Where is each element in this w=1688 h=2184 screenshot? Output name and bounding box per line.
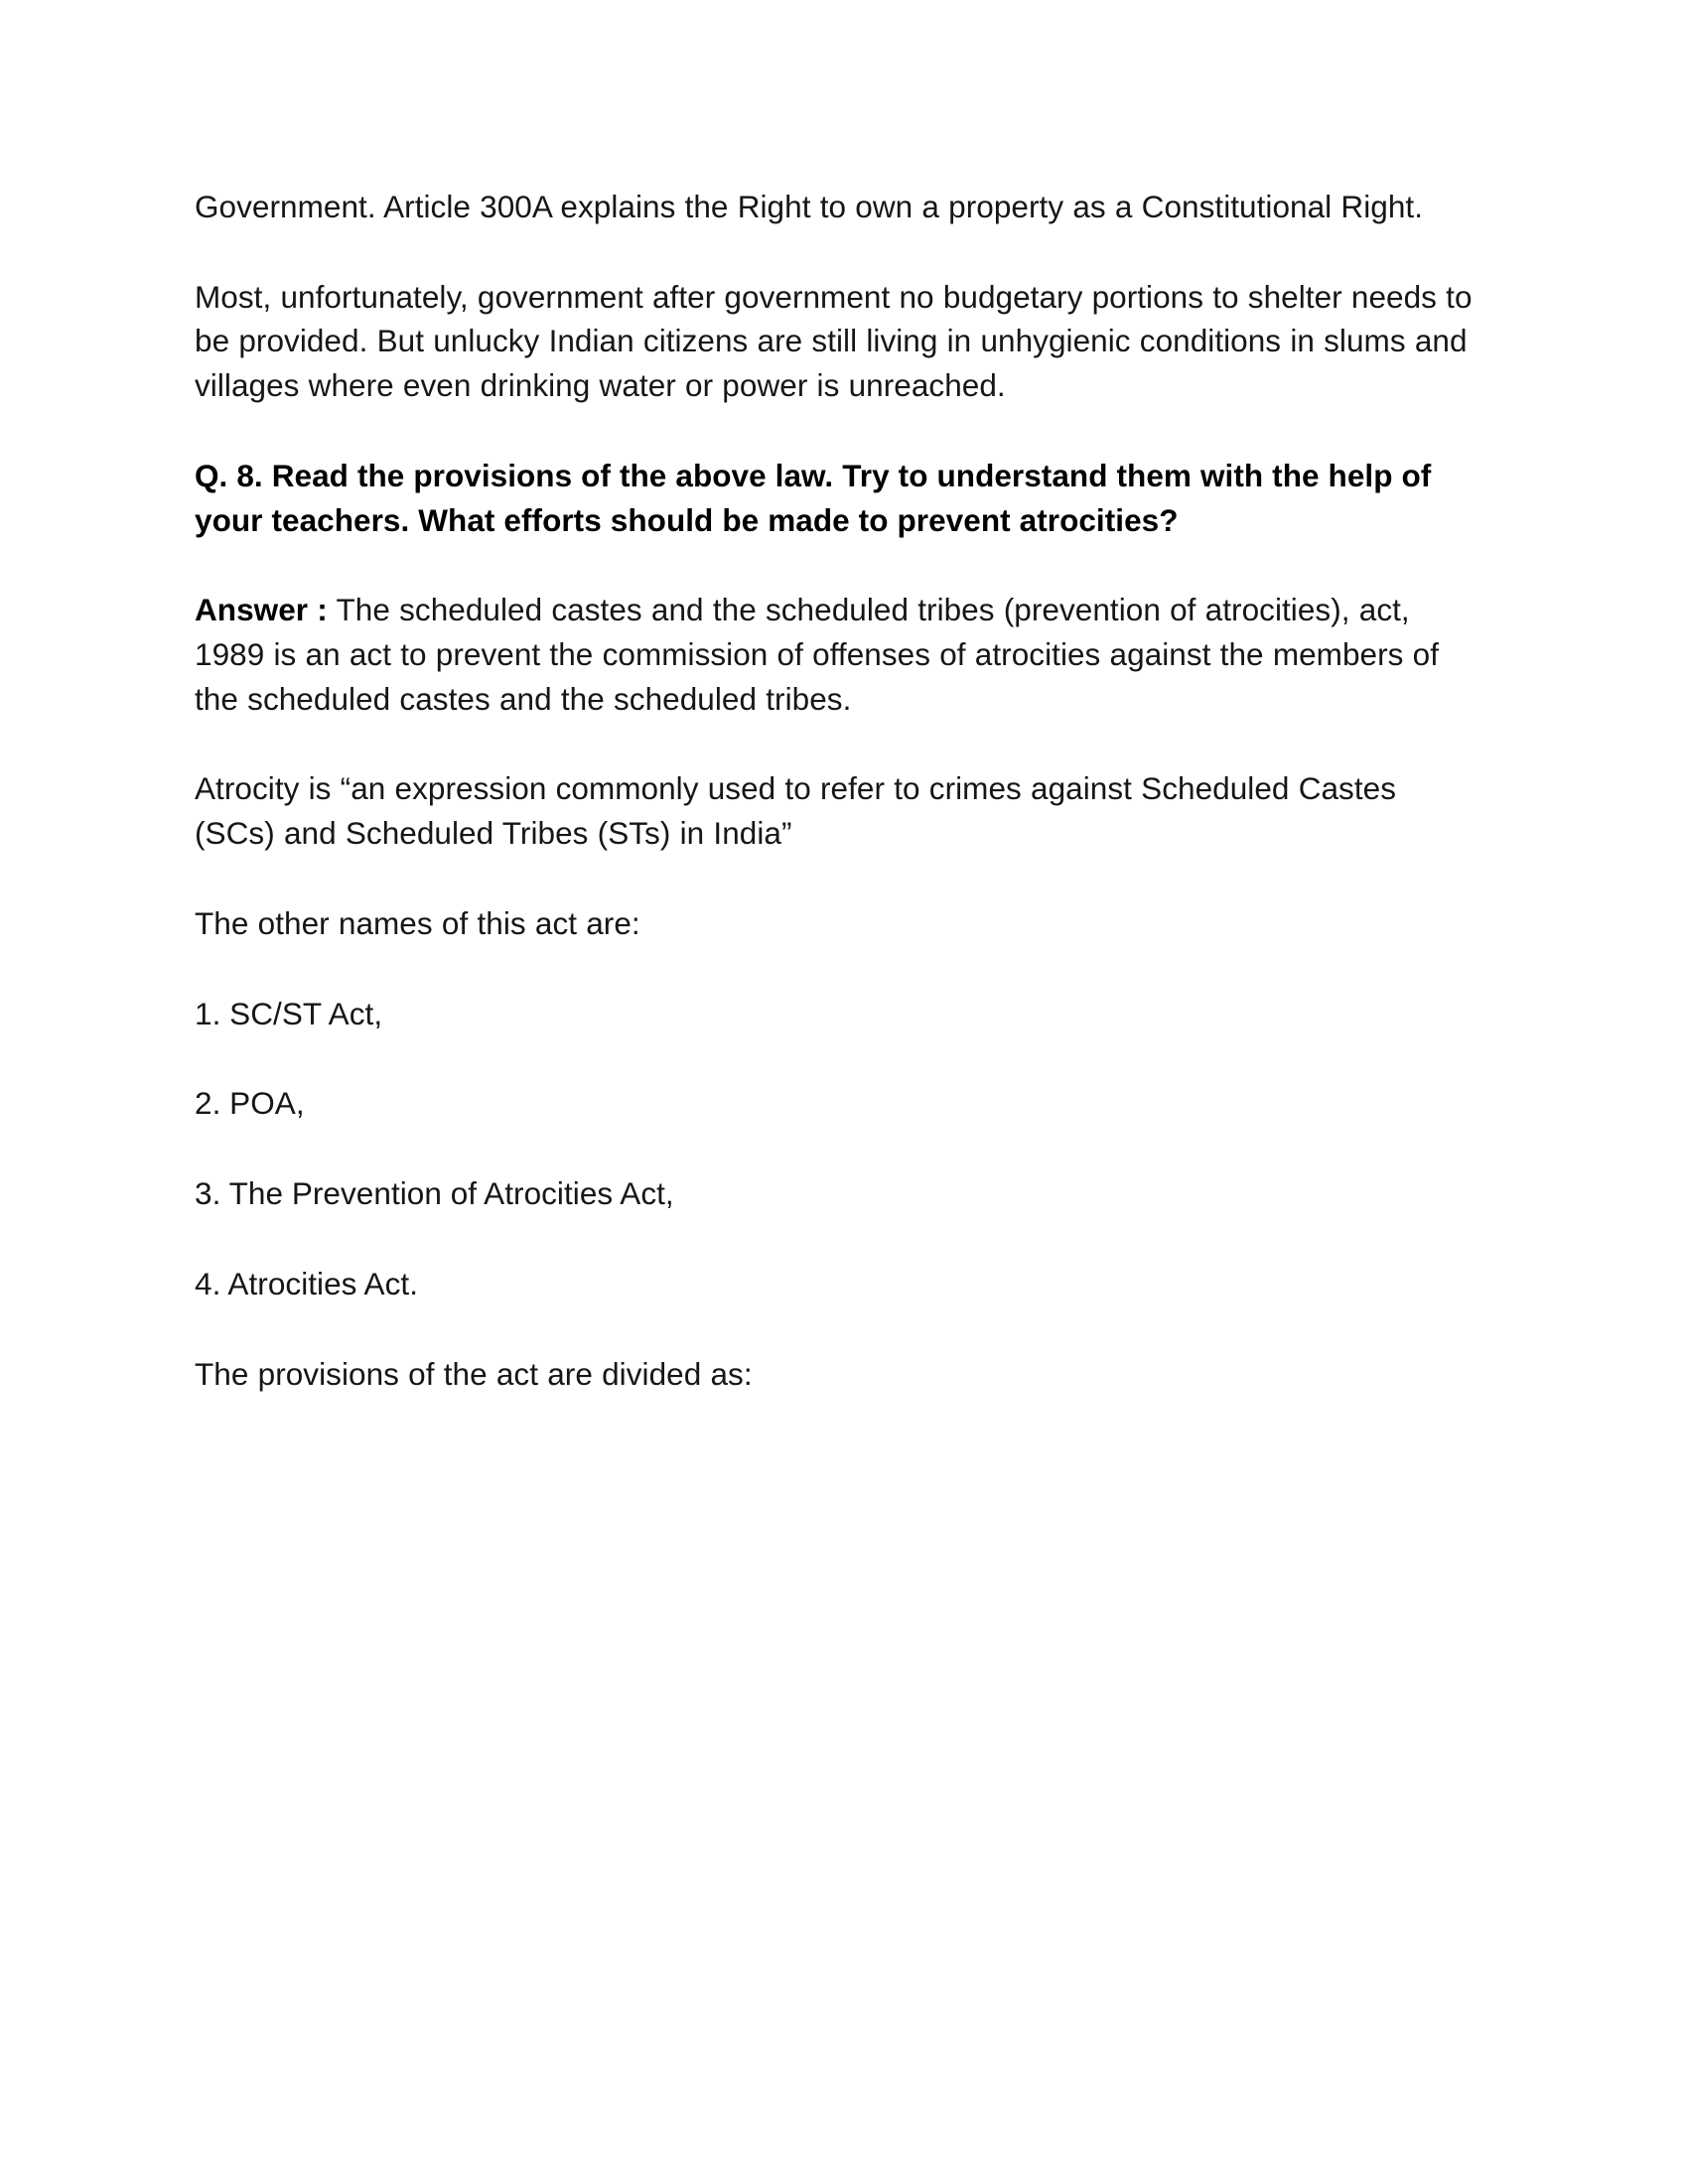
paragraph-intro-continuation: Government. Article 300A explains the Right to own a property as a Constitutional Right. [195,189,1424,224]
document-body [195,185,1476,1396]
answer-body: The scheduled castes and the scheduled tribes (prevention of atrocities), act, 1989 is an act to prevent the commission of offenses of atrocities against the members of the scheduled castes and the scheduled tribes. [195,592,1440,717]
list-item: 1. SC/ST Act, [195,995,383,1031]
paragraph-budget-note: Most, unfortunately, government after government no budgetary portions to shelter needs to be provided. But unlucky Indian citizens are still living in unhygienic conditions in slums and villages where even drinking water or power is unreached. [195,278,1473,404]
list-item: 3. The Prevention of Atrocities Act, [195,1175,674,1212]
paragraph-answer [195,588,1476,721]
list-item: 2. POA, [195,1085,305,1122]
paragraph-atrocity-definition: Atrocity is “an expression commonly used to refer to crimes against Scheduled Castes (SCs) and Scheduled Tribes (STs) in India” [195,770,1397,852]
paragraph-other-names-intro: The other names of this act are: [195,904,640,941]
question-heading: Q. 8. Read the provisions of the above law. Try to understand them with the help of your teachers. What efforts should be made to prevent atrocities? [195,457,1432,538]
list-item: 4. Atrocities Act. [195,1265,418,1301]
answer-label: Answer : [195,592,328,628]
paragraph-provisions-intro: The provisions of the act are divided as: [195,1355,753,1392]
